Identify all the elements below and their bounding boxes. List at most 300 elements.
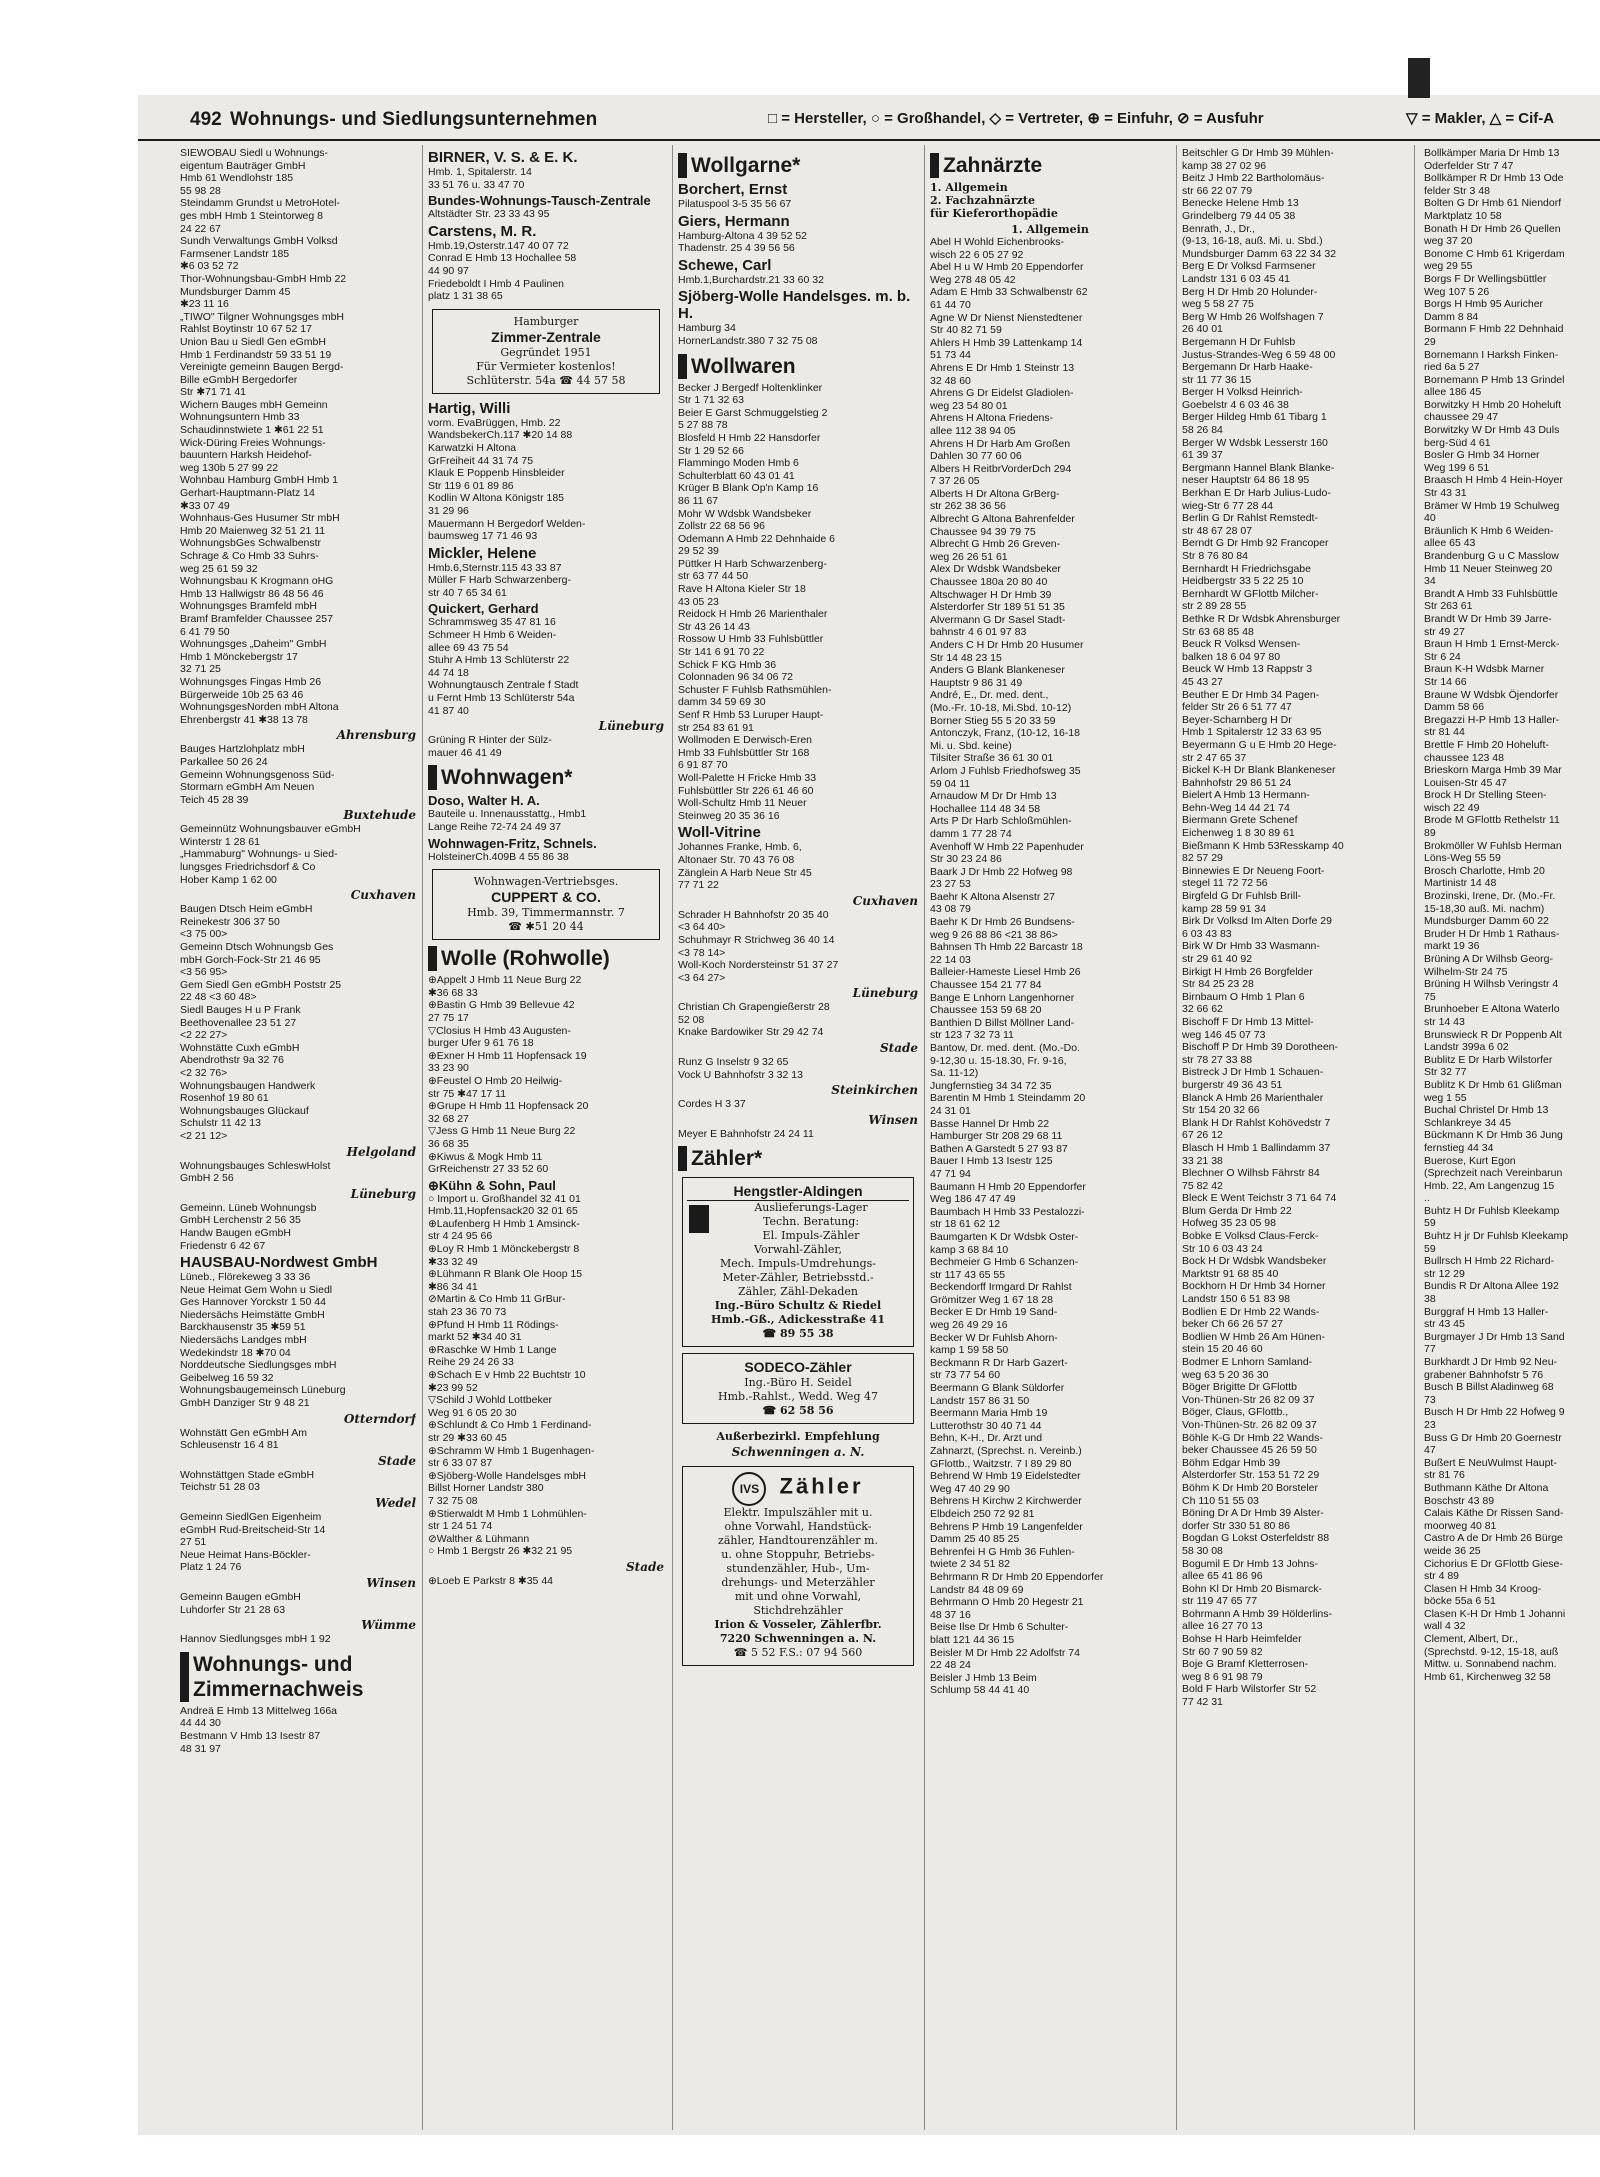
- directory-entry-line: Senf R Hmb 53 Luruper Haupt-: [678, 709, 824, 721]
- directory-entry-line: Alberts H Dr Altona GrBerg-: [930, 487, 1060, 500]
- directory-entry-line: Böger Brigitte Dr GFlottb: [1182, 1381, 1297, 1394]
- directory-entry-line: Teichstr 51 28 03: [180, 1481, 260, 1494]
- listing-group: [428, 808, 664, 833]
- directory-entry-line: Bohn Kl Dr Hmb 20 Bismarck-: [1182, 1582, 1323, 1595]
- directory-entry-line: Str 1 29 52 66: [678, 444, 744, 457]
- directory-entry-line: Balleier-Hameste Liesel Hmb 26: [930, 966, 1081, 979]
- directory-entry-line: Wohnstätt Gen eGmbH Am: [180, 1426, 308, 1439]
- directory-entry-line: Bodlien E Dr Hmb 22 Wands-: [1182, 1305, 1320, 1318]
- column-5: [1182, 147, 1408, 2127]
- directory-entry-line: Hmb.6,Sternstr.115 43 33 87: [428, 561, 562, 574]
- directory-entry-line: 75 82 42: [1182, 1179, 1223, 1192]
- directory-entry-line: Schick F KG Hmb 36: [678, 658, 777, 671]
- directory-entry-line: Vock U Bahnhofstr 3 32 13: [678, 1068, 803, 1081]
- header-rule: [138, 139, 1600, 141]
- directory-entry-line: Becker W Dr Fuhlsb Ahorn-: [930, 1331, 1058, 1344]
- directory-entry-line: 2. Fachzahnärzte: [930, 194, 1035, 207]
- directory-entry-line: Ges Hannover Yorckstr 1 50 44: [180, 1296, 326, 1309]
- directory-entry-line: Bonath H Dr Hmb 26 Quellen: [1424, 222, 1561, 235]
- directory-entry-line: Weg 91 6 05 20 30: [428, 1406, 517, 1419]
- directory-entry-line: ges mbH Hmb 1 Steintorweg 8: [180, 209, 323, 222]
- directory-entry-line: 33 23 90: [428, 1062, 469, 1075]
- directory-entry-line: 33 21 38: [1182, 1154, 1223, 1167]
- directory-entry-line: Fuhlsbüttler Str 226 61 46 60: [678, 784, 814, 797]
- directory-entry-line: Bold F Harb Wilstorfer Str 52: [1182, 1683, 1317, 1696]
- directory-entry-line: für Kieferorthopädie: [930, 207, 1058, 220]
- directory-entry-line: ⊕Schach E v Hmb 22 Buchtstr 10: [428, 1369, 586, 1381]
- directory-entry-line: Bramf Bramfelder Chaussee 257: [180, 612, 333, 625]
- directory-entry-line: str 43 45: [1424, 1318, 1465, 1331]
- directory-entry-line: weg 26 26 51 61: [930, 550, 1008, 563]
- directory-entry-line: u Fernt Hmb 13 Schlüterstr 54a: [428, 692, 575, 705]
- directory-entry-line: eGmbH Rud-Breitscheid-Str 14: [180, 1523, 326, 1536]
- directory-entry-line: Mi. u. Sbd. keine): [930, 739, 1012, 752]
- directory-entry-line: Str 63 68 85 48: [1182, 625, 1254, 638]
- directory-entry-line: Str 14 48 23 15: [930, 651, 1002, 664]
- directory-entry-line: Str ✱71 71 41: [180, 386, 247, 399]
- city-heading: Winsen: [868, 1112, 918, 1127]
- directory-entry-line: Neue Heimat Hans-Böckler-: [180, 1548, 311, 1561]
- directory-entry-line: 44 90 97: [428, 264, 469, 277]
- directory-entry-line: twiete 2 34 51 82: [930, 1558, 1010, 1571]
- directory-entry-line: Blechner O Wilhsb Fährstr 84: [1182, 1167, 1320, 1180]
- directory-entry-line: Brandt W Dr Hmb 39 Jarre-: [1424, 612, 1552, 625]
- directory-entry-line: ✱23 11 16: [180, 298, 229, 311]
- listing-group: [1182, 147, 1408, 1709]
- directory-entry-line: Cordes H 3 37: [678, 1098, 746, 1111]
- directory-entry-line: Hmb. 1, Spitalerstr. 14: [428, 166, 532, 178]
- city-heading: Wümme: [361, 1618, 416, 1633]
- ad-line: Zähler, Zähl-Dekaden: [737, 1285, 859, 1299]
- city-heading: Otterndorf: [343, 1411, 416, 1426]
- directory-entry-line: Abendrothstr 9a 32 76: [180, 1054, 284, 1067]
- directory-entry-line: chaussee 29 47: [1424, 411, 1499, 424]
- directory-entry-line: 26 40 01: [1182, 323, 1223, 336]
- directory-entry-line: Stormarn eGmbH Am Neuen: [180, 781, 315, 794]
- directory-entry-line: ⊕Grupe H Hmb 11 Hopfensack 20: [428, 1100, 589, 1113]
- directory-entry-line: Blanck A Hmb 26 Marienthaler: [1182, 1091, 1324, 1104]
- company-address: Lüneb., Flörekeweg 3 33 36: [180, 1271, 311, 1284]
- directory-entry-line: Benecke Helene Hmb 13: [1182, 197, 1299, 210]
- directory-entry-line: Hamburg 34: [678, 322, 736, 335]
- directory-entry-line: Odemann A Hmb 22 Dehnhaide 6: [678, 532, 836, 545]
- directory-entry-line: Luhdorfer Str 21 28 63: [180, 1603, 286, 1616]
- directory-entry-line: Klauk E Poppenb Hinsbleider: [428, 467, 565, 480]
- directory-entry-line: Löns-Weg 55 59: [1424, 852, 1501, 865]
- directory-entry-line: chaussee 123 48: [1424, 751, 1504, 764]
- city-heading: Stade: [879, 1041, 918, 1056]
- directory-entry-line: weg 5 58 27 75: [1182, 298, 1254, 311]
- directory-entry-line: Altschwager H Dr Hmb 39: [930, 588, 1052, 601]
- listing-group: [428, 208, 664, 221]
- directory-entry-line: Niedersächs Heimstätte GmbH: [180, 1308, 325, 1321]
- directory-entry-line: 5 27 88 78: [678, 419, 728, 432]
- recommendation-heading: Außerbezirkl. Empfehlung: [716, 1430, 880, 1444]
- directory-entry-line: 6 91 87 70: [678, 759, 728, 772]
- directory-entry-line: Chaussee 153 59 68 20: [930, 1004, 1042, 1017]
- directory-entry-line: moorweg 40 81: [1424, 1519, 1497, 1532]
- directory-entry-line: str 117 43 65 55: [930, 1268, 1006, 1281]
- directory-entry-line: Borwitzky W Dr Hmb 43 Duls: [1424, 424, 1560, 437]
- directory-entry-line: Friedenstr 6 42 67: [180, 1239, 266, 1252]
- directory-entry-line: Bathen A Garstedt 5 27 93 87: [930, 1142, 1068, 1155]
- directory-entry-line: Karwatzki H Altona: [428, 441, 517, 454]
- directory-entry-line: Birnbaum O Hmb 1 Plan 6: [1182, 990, 1305, 1003]
- directory-entry-line: mbH Gorch-Fock-Str 21 46 95: [180, 953, 321, 966]
- directory-entry-line: Beermann Maria Hmb 19: [930, 1407, 1048, 1420]
- directory-entry-line: Str 141 6 91 70 22: [678, 646, 765, 659]
- directory-entry-line: Gemeinn Wohnungsgenoss Süd-: [180, 768, 335, 781]
- ad-line: drehungs- und Meterzähler: [721, 1576, 875, 1590]
- directory-entry-line: Hamburg-Altona 4 39 52 52: [678, 229, 807, 242]
- directory-entry-line: Parkallee 50 26 24: [180, 755, 268, 768]
- ad-title: SODECO-Zähler: [744, 1359, 852, 1376]
- directory-entry-line: Brüning A Dr Wilhsb Georg-: [1424, 953, 1553, 965]
- directory-entry-line: fernstieg 44 34: [1424, 1141, 1494, 1154]
- directory-entry-line: Str 43 26 14 43: [678, 620, 750, 633]
- directory-entry-line: 52 08: [678, 1013, 705, 1026]
- directory-entry-line: Arlom J Fuhlsb Friedhofsweg 35: [930, 764, 1081, 777]
- directory-entry-line: Banthien D Billst Möllner Land-: [930, 1016, 1075, 1029]
- directory-entry-line: Bielert A Hmb 13 Hermann-: [1182, 789, 1310, 802]
- directory-entry-line: ✱33 32 49: [428, 1255, 478, 1268]
- city-heading: Ahrensburg: [336, 728, 416, 743]
- directory-entry-line: Weg 47 40 29 90: [930, 1482, 1010, 1495]
- directory-entry-line: Gemeinn. Lüneb Wohnungsb: [180, 1201, 317, 1214]
- directory-entry-line: HornerLandstr.380 7 32 75 08: [678, 334, 818, 347]
- advertisement-hengstler: [682, 1177, 914, 1347]
- directory-entry-line: Str 43 31: [1424, 487, 1467, 500]
- directory-entry-line: Brosch Charlotte, Hmb 20: [1424, 864, 1545, 877]
- directory-entry-line: Woll-Koch Nordersteinstr 51 37 27: [678, 959, 839, 972]
- directory-entry-line: Str 14 66: [1424, 675, 1467, 688]
- listing-group: [678, 1056, 918, 1081]
- directory-entry-line: kamp 1 59 58 50: [930, 1344, 1009, 1357]
- ad-title: Zimmer-Zentrale: [491, 328, 601, 345]
- directory-entry-line: Bleck E Went Teichstr 3 71 64 74: [1182, 1192, 1337, 1205]
- directory-entry-line: 48 31 97: [180, 1742, 221, 1755]
- directory-entry-line: Berger W Wdsbk Lesserstr 160: [1182, 436, 1328, 449]
- directory-entry-line: ○ Import u. Großhandel 32 41 01: [428, 1192, 581, 1205]
- directory-entry-line: 15-18,30 auß. Mi. nachm): [1424, 902, 1545, 915]
- ad-line: Wohnwagen-Vertriebsges.: [473, 875, 619, 889]
- company-name: Borchert, Ernst: [678, 181, 788, 198]
- directory-entry-line: Landstr 399a 6 02: [1424, 1041, 1509, 1054]
- directory-entry-line: Blum Gerda Dr Hmb 22: [1182, 1204, 1292, 1217]
- directory-entry-line: Bießmann K Hmb 53Resskamp 40: [1182, 839, 1344, 852]
- directory-entry-line: Beitz J Hmb 22 Bartholomäus-: [1182, 172, 1325, 185]
- directory-entry-line: Krüger B Blank Op'n Kamp 16: [678, 482, 819, 495]
- listing-group: [428, 1193, 664, 1558]
- company-name: Sjöberg-Wolle Handelsges. m. b. H.: [678, 288, 911, 323]
- directory-entry-line: Berg W Hmb 26 Wolfshagen 7: [1182, 310, 1324, 323]
- directory-entry-line: Norddeutsche Siedlungsges mbH: [180, 1359, 337, 1372]
- directory-entry-line: felder Str 3 48: [1424, 184, 1490, 197]
- directory-entry-line: Burkhardt J Dr Hmb 92 Neu-: [1424, 1356, 1558, 1368]
- company-name: Woll-Vitrine: [678, 824, 761, 842]
- ad-line: Schlüterstr. 54a ☎ 44 57 58: [466, 373, 626, 387]
- directory-entry-line: Str 84 25 23 28: [1182, 978, 1254, 991]
- directory-entry-line: Brüning H Wilhsb Veringstr 4: [1424, 978, 1559, 991]
- directory-entry-line: str 4 24 95 66: [428, 1230, 493, 1243]
- directory-entry-line: ✱6 03 52 72: [180, 260, 239, 273]
- directory-entry-line: Beuck R Volksd Wensen-: [1182, 638, 1301, 651]
- directory-entry-line: 32 48 60: [930, 374, 971, 387]
- directory-entry-line: Wichern Bauges mbH Gemeinn: [180, 398, 328, 411]
- directory-entry-line: Anders C H Dr Hmb 20 Husumer: [930, 639, 1084, 651]
- directory-entry-line: Str 60 7 90 59 82: [1182, 1645, 1263, 1658]
- directory-entry-line: Brettle F Hmb 20 Hoheluft-: [1424, 738, 1549, 751]
- directory-entry-line: Antonczyk, Franz, (10-12, 16-18: [930, 727, 1080, 740]
- page-title: Wohnungs- und Siedlungsunternehmen: [230, 109, 598, 130]
- directory-entry-line: GrReichenstr 27 33 52 60: [428, 1163, 549, 1176]
- directory-entry-line: <3 64 40>: [678, 921, 726, 934]
- directory-entry-line: kamp 3 68 84 10: [930, 1243, 1009, 1256]
- directory-entry-line: stein 15 20 46 60: [1182, 1343, 1263, 1356]
- directory-entry-line: Weg 278 48 05 42: [930, 273, 1016, 286]
- directory-entry-line: Blasch H Hmb 1 Ballindamm 37: [1182, 1141, 1331, 1154]
- company-name: Quickert, Gerhard: [428, 601, 539, 617]
- directory-entry-line: Winterstr 1 28 61: [180, 835, 260, 848]
- directory-entry-line: ✱36 68 33: [428, 986, 478, 999]
- section-heading: Wohnwagen*: [428, 765, 664, 790]
- directory-entry-line: vorm. EvaBrüggen, Hmb. 22: [428, 416, 561, 429]
- directory-entry-line: Bollkämper R Dr Hmb 13 Ode: [1424, 172, 1564, 185]
- directory-entry-line: Colonnaden 96 34 06 72: [678, 671, 794, 684]
- directory-entry-line: Flammingo Moden Hmb 6: [678, 457, 799, 470]
- directory-entry-line: platz 1 31 38 65: [428, 290, 503, 303]
- directory-entry-line: Wohnungsges Bramfeld mbH: [180, 600, 317, 613]
- directory-entry-line: Schulstr 11 42 13: [180, 1117, 261, 1130]
- directory-entry-line: ⊘Walther & Lühmann: [428, 1532, 530, 1545]
- directory-entry-line: wieg-Str 6 77 28 44: [1182, 499, 1274, 512]
- company-name: BIRNER, V. S. & E. K.: [428, 149, 578, 166]
- directory-entry-line: 77: [1424, 1343, 1436, 1356]
- directory-entry-line: Berkhan E Dr Harb Julius-Ludo-: [1182, 487, 1331, 500]
- company-name: Bundes-Wohnungs-Tausch-Zentrale: [428, 193, 651, 209]
- directory-entry-line: GmbH 2 56: [180, 1172, 234, 1185]
- directory-entry-line: Landstr 131 6 03 45 41: [1182, 272, 1291, 285]
- directory-entry-line: Str 30 23 24 86: [930, 853, 1002, 866]
- directory-entry-line: Bischoff F Dr Hmb 13 Mittel-: [1182, 1015, 1314, 1028]
- directory-entry-line: <3 75 00>: [180, 928, 228, 941]
- directory-entry-line: Grüning R Hinter der Sülz-: [428, 734, 552, 747]
- ad-line: Gegründet 1951: [500, 345, 592, 359]
- directory-entry-line: Str 10 6 03 43 24: [1182, 1242, 1263, 1255]
- directory-entry-line: Alsterdorfer Str 189 51 51 35: [930, 601, 1065, 614]
- directory-entry-line: Rosenhof 19 80 61: [180, 1092, 269, 1105]
- directory-entry-line: Grindelberg 79 44 05 38: [1182, 209, 1296, 222]
- directory-entry-line: Wohnbau Hamburg GmbH Hmb 1: [180, 474, 338, 487]
- directory-entry-line: Gemeinn Dtsch Wohnungsb Ges: [180, 941, 334, 954]
- listing-group: [428, 1575, 664, 1588]
- directory-entry-line: Alsterdorfer Str. 153 51 72 29: [1182, 1469, 1320, 1482]
- advertisement-cuppert: [432, 869, 660, 940]
- directory-entry-line: Schleusenstr 16 4 81: [180, 1439, 279, 1452]
- directory-entry-line: 82 57 29: [1182, 852, 1223, 865]
- directory-entry-line: Schuster F Fuhlsb Rathsmühlen-: [678, 683, 832, 696]
- directory-entry-line: berg-Süd 4 61: [1424, 436, 1491, 449]
- directory-entry-line: WandsbekerCh.117 ✱20 14 88: [428, 429, 573, 442]
- directory-entry-line: Buerose, Kurt Egon: [1424, 1154, 1516, 1167]
- directory-entry-line: Heidbergstr 33 5 22 25 10: [1182, 575, 1304, 588]
- directory-entry-line: 40: [1424, 512, 1436, 525]
- directory-entry-line: Tilsiter Straße 36 61 30 01: [930, 752, 1054, 765]
- directory-entry-line: 77 71 22: [678, 879, 719, 892]
- directory-entry-line: Alex Dr Wdsbk Wandsbeker: [930, 563, 1061, 576]
- directory-entry-line: Abel H Wohld Eichenbrooks-: [930, 236, 1065, 248]
- directory-entry-line: Goebelstr 4 6 03 46 38: [1182, 398, 1289, 411]
- city-heading: Stade: [625, 1559, 664, 1574]
- directory-entry-line: Str 154 20 32 66: [1182, 1104, 1260, 1117]
- directory-entry-line: Rossow U Hmb 33 Fuhlsbüttler: [678, 633, 824, 646]
- directory-entry-line: 67 26 12: [1182, 1129, 1223, 1142]
- directory-entry-line: 31 29 96: [428, 504, 469, 517]
- directory-entry-line: ⊕Kiwus & Mogk Hmb 11: [428, 1150, 543, 1163]
- directory-entry-line: Knake Bardowiker Str 29 42 74: [678, 1026, 824, 1039]
- directory-entry-line: Wohnungsges Fingas Hmb 26: [180, 675, 322, 688]
- directory-entry-line: GmbH Danziger Str 9 48 21: [180, 1397, 310, 1410]
- directory-entry-line: weg 26 49 29 16: [930, 1319, 1008, 1332]
- directory-entry-line: 59: [1424, 1217, 1436, 1230]
- listing-group: [428, 240, 664, 303]
- directory-entry-line: Ahrens G Dr Eidelst Gladiolen-: [930, 387, 1074, 400]
- directory-entry-line: Beethovenallee 23 51 27: [180, 1016, 297, 1029]
- directory-entry-line: Hober Kamp 1 62 00: [180, 873, 277, 886]
- directory-entry-line: Christian Ch Grapengießerstr 28: [678, 1001, 830, 1014]
- directory-entry-line: 32 66 62: [1182, 1003, 1223, 1016]
- directory-entry-line: Brunswieck R Dr Poppenb Alt: [1424, 1028, 1562, 1041]
- directory-entry-line: weg 23 54 80 01: [930, 399, 1008, 412]
- directory-entry-line: Baumann H Hmb 20 Eppendorfer: [930, 1180, 1086, 1193]
- directory-entry-line: Bestmann V Hmb 13 Isestr 87: [180, 1729, 321, 1742]
- directory-entry-line: Bechmeier G Hmb 6 Schanzen-: [930, 1256, 1079, 1269]
- directory-entry-line: str 78 27 33 88: [1182, 1053, 1253, 1066]
- listing-group: [180, 1284, 416, 1410]
- listing-group: [180, 1511, 416, 1574]
- directory-entry-line: Marktstr 91 68 85 40: [1182, 1267, 1279, 1280]
- directory-entry-line: str 29 61 40 92: [1182, 953, 1253, 965]
- directory-entry-line: Blosfeld H Hmb 22 Hansdorfer: [678, 431, 821, 444]
- directory-entry-line: WohnungsgesNorden mbH Altona: [180, 701, 339, 714]
- directory-entry-line: Wohnungtausch Zentrale f Stadt: [428, 679, 579, 692]
- directory-entry-line: felder Str 26 6 51 77 47: [1182, 701, 1292, 714]
- directory-entry-line: allee 186 45: [1424, 386, 1482, 399]
- directory-entry-line: ⊕Schlundt & Co Hmb 1 Ferdinand-: [428, 1419, 592, 1432]
- directory-entry-line: Berger H Volksd Heinrich-: [1182, 386, 1303, 399]
- directory-entry-line: 75: [1424, 990, 1436, 1003]
- directory-entry-line: Wohnungsuntern Hmb 33: [180, 411, 300, 424]
- scanned-page: [138, 95, 1600, 2135]
- directory-entry-line: Bauer I Hmb 13 Isestr 125: [930, 1155, 1053, 1168]
- directory-entry-line: str 18 61 62 12: [930, 1218, 1001, 1231]
- directory-entry-line: Marktplatz 10 58: [1424, 209, 1502, 222]
- directory-entry-line: Schulterblatt 60 43 01 41: [678, 469, 795, 482]
- directory-entry-line: Abel H u W Hmb 20 Eppendorfer: [930, 261, 1084, 274]
- directory-entry-line: 22 14 03: [930, 953, 971, 966]
- directory-entry-line: 6 41 79 50: [180, 625, 230, 638]
- directory-entry-line: Burgmayer J Dr Hmb 13 Sand: [1424, 1330, 1565, 1343]
- directory-entry-line: balken 18 6 04 97 80: [1182, 650, 1281, 663]
- directory-entry-line: Brandt A Hmb 33 Fuhlsbüttle: [1424, 587, 1558, 600]
- directory-entry-line: 7 32 75 08: [428, 1494, 478, 1507]
- directory-entry-line: Damm 25 40 85 25: [930, 1533, 1020, 1546]
- ad-line: ohne Vorwahl, Handstück-: [724, 1520, 872, 1534]
- city-heading: Cuxhaven: [350, 888, 416, 903]
- directory-entry-line: Kodlin W Altona Königstr 185: [428, 492, 564, 505]
- directory-entry-line: 27 75 17: [428, 1011, 469, 1024]
- directory-entry-line: Bruder H Dr Hmb 1 Rathaus-: [1424, 927, 1560, 940]
- symbol-legend: □ = Hersteller, ○ = Großhandel, ◇ = Vertreter, ⊕ = Einfuhr, ⊘ = Ausfuhr: [768, 110, 1264, 127]
- listing-group: [180, 1633, 416, 1646]
- directory-entry-line: Buthmann Käthe Dr Altona: [1424, 1481, 1549, 1494]
- directory-entry-line: Bublitz E Dr Harb Wilstorfer: [1424, 1053, 1553, 1066]
- directory-entry-line: str 81 76: [1424, 1469, 1465, 1482]
- directory-entry-line: Braun K-H Wdsbk Marner: [1424, 663, 1545, 676]
- directory-entry-line: Jungfernstieg 34 34 72 35: [930, 1079, 1052, 1092]
- directory-entry-line: Baark J Dr Hmb 22 Hofweg 98: [930, 865, 1073, 878]
- directory-entry-line: Wohnungsbauges SchleswHolst: [180, 1159, 331, 1172]
- directory-entry-line: Blank H Dr Rahlst Kohövedstr 7: [1182, 1116, 1331, 1129]
- directory-entry-line: Becker E Dr Hmb 19 Sand-: [930, 1306, 1058, 1319]
- directory-entry-line: Basse Hannel Dr Hmb 22: [930, 1117, 1050, 1130]
- directory-entry-line: Lutterothstr 30 40 71 44: [930, 1419, 1042, 1432]
- directory-entry-line: Str 6 24: [1424, 650, 1461, 663]
- directory-entry-line: Bürgerweide 10b 25 63 46: [180, 688, 304, 701]
- directory-entry-line: Arnaudow M Dr Dr Hmb 13: [930, 790, 1057, 803]
- directory-entry-line: Beuck W Hmb 13 Rappstr 3: [1182, 663, 1313, 676]
- directory-entry-line: Bollkämper Maria Dr Hmb 13: [1424, 147, 1560, 159]
- directory-entry-line: Bodmer E Lnhorn Samland-: [1182, 1356, 1313, 1368]
- subsection-title: 1. Allgemein: [1011, 223, 1089, 236]
- city-heading: Lüneburg: [852, 986, 918, 1001]
- directory-entry-line: mauer 46 41 49: [428, 746, 502, 759]
- directory-entry-line: Püttker H Harb Schwarzenberg-: [678, 557, 827, 570]
- directory-entry-line: Bistreck J Dr Hmb 1 Schauen-: [1182, 1066, 1324, 1079]
- directory-entry-line: ▽Schild J Wohld Lottbeker: [428, 1394, 553, 1407]
- ad-line: Für Vermieter kostenlos!: [476, 359, 616, 373]
- directory-entry-line: eigentum Bauträger GmbH: [180, 159, 306, 172]
- directory-entry-line: Wick-Düring Freies Wohnungs-: [180, 436, 326, 449]
- directory-entry-line: allee 69 43 75 54: [428, 641, 509, 654]
- directory-entry-line: böcke 55a 6 51: [1424, 1595, 1496, 1608]
- directory-entry-line: Bethke R Dr Wdsbk Ahrensburger: [1182, 612, 1341, 625]
- directory-entry-line: 23 27 53: [930, 878, 971, 891]
- directory-entry-line: kamp 28 59 91 34: [1182, 902, 1267, 915]
- directory-entry-line: Wohnungsbaugemeinsch Lüneburg: [180, 1384, 346, 1397]
- directory-entry-line: 9-12,30 u. 15-18.30, Fr. 9-16,: [930, 1054, 1067, 1067]
- directory-entry-line: str 63 77 44 50: [678, 570, 749, 583]
- listing-group: [678, 382, 918, 823]
- directory-entry-line: Ahrens E Dr Hmb 1 Steinstr 13: [930, 361, 1075, 374]
- column-4: [930, 147, 1170, 2127]
- directory-entry-line: Wohnungsges „Daheim" GmbH: [180, 638, 327, 651]
- city-heading: Buxtehude: [343, 808, 416, 823]
- directory-entry-line: str 254 83 61 91: [678, 721, 754, 734]
- directory-entry-line: Farmsener Landstr 185: [180, 247, 290, 260]
- column-rule: [1414, 145, 1415, 2130]
- ad-line: ☎ 62 58 56: [762, 1404, 834, 1418]
- ad-line: ☎ 89 55 38: [762, 1327, 834, 1341]
- listing-group: [428, 616, 664, 717]
- directory-entry-line: Rave H Altona Kieler Str 18: [678, 583, 806, 596]
- directory-entry-line: <2 32 76>: [180, 1066, 228, 1079]
- directory-entry-line: str 12 29: [1424, 1267, 1465, 1280]
- directory-entry-line: Hmb.1,Burchardstr.21 33 60 32: [678, 273, 824, 286]
- directory-entry-line: Elbdeich 250 72 92 81: [930, 1507, 1035, 1520]
- directory-entry-line: str 14 43: [1424, 1015, 1465, 1028]
- directory-entry-line: Hmb 1 Mönckebergstr 17: [180, 650, 298, 663]
